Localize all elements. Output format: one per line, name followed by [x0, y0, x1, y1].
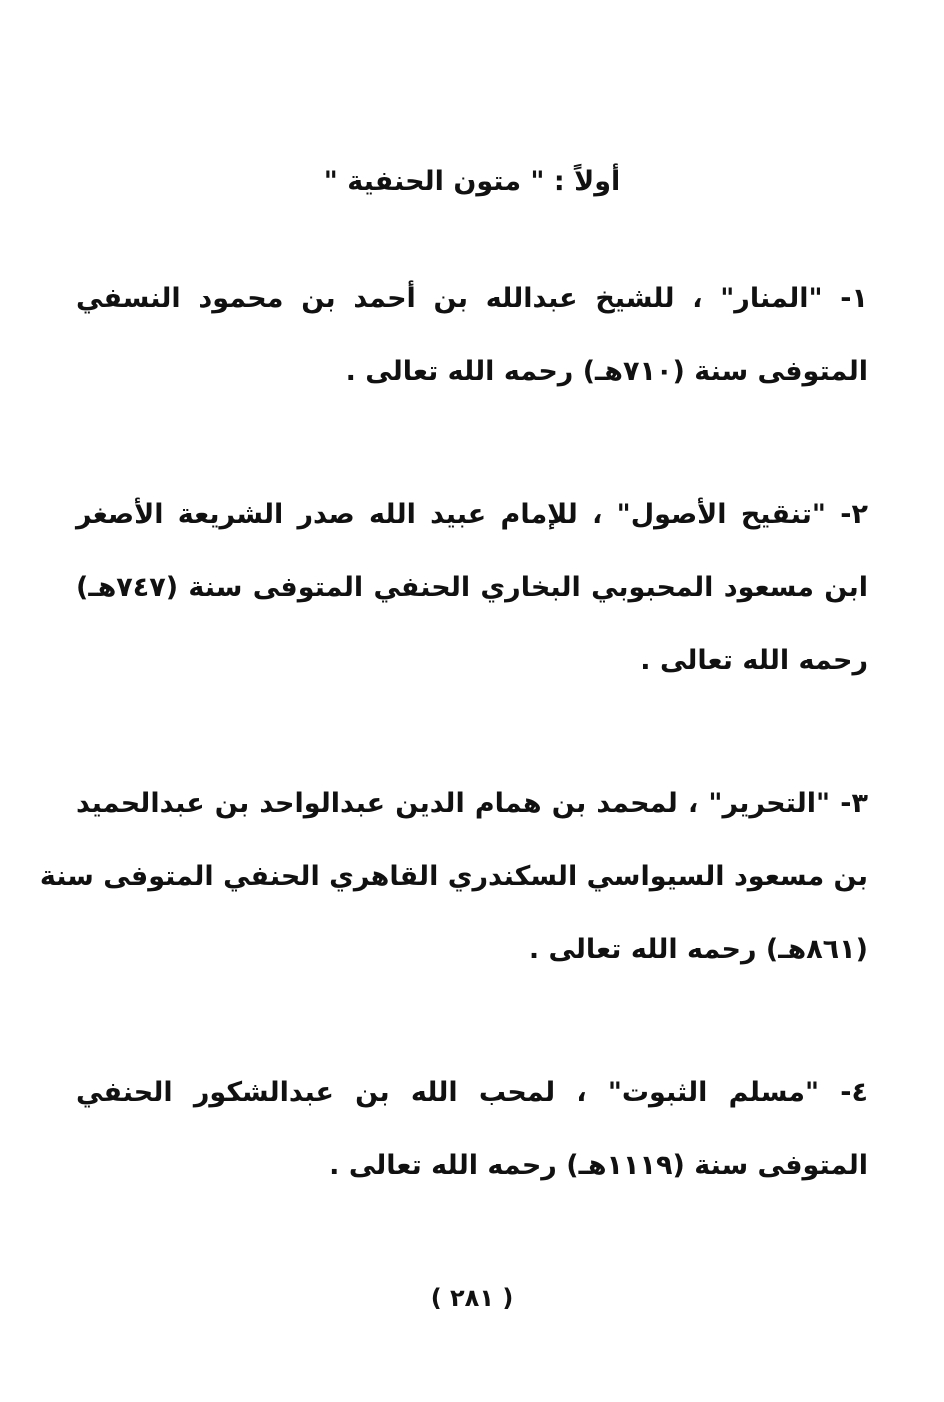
entry-1	[76, 262, 868, 408]
entry-3	[39, 767, 868, 986]
entry-2	[76, 478, 868, 697]
entry-1-line-1: ١- "المنار" ، للشيخ عبدالله بن أحمد بن محمود النسفي	[76, 283, 868, 314]
entry-2-line-1: ٢- "تنقيح الأصول" ، للإمام عبيد الله صدر الشريعة الأصغر	[76, 499, 868, 530]
entry-4-line-1: ٤- "مسلم الثبوت" ، لمحب الله بن عبدالشكور الحنفي	[76, 1077, 868, 1108]
entry-4	[76, 1056, 868, 1202]
entry-2-line-2: ابن مسعود المحبوبي البخاري الحنفي المتوفى سنة (٧٤٧هـ)	[76, 572, 868, 603]
page-number: ( ٢٨١ )	[430, 1284, 514, 1312]
entry-3-line-2: بن مسعود السيواسي السكندري القاهري الحنفي المتوفى سنة	[39, 861, 868, 892]
entries-list	[39, 262, 868, 1272]
section-heading: أولاً : " متون الحنفية "	[323, 166, 621, 197]
entry-1-line-2: المتوفى سنة (٧١٠هـ) رحمه الله تعالى .	[345, 356, 868, 387]
entry-2-line-3: رحمه الله تعالى .	[640, 645, 868, 676]
entry-4-line-2: المتوفى سنة (١١١٩هـ) رحمه الله تعالى .	[329, 1150, 868, 1181]
entry-3-line-3: (٨٦١هـ) رحمه الله تعالى .	[528, 934, 868, 965]
entry-3-line-1: ٣- "التحرير" ، لمحمد بن همام الدين عبدالواحد بن عبدالحميد	[76, 788, 868, 819]
